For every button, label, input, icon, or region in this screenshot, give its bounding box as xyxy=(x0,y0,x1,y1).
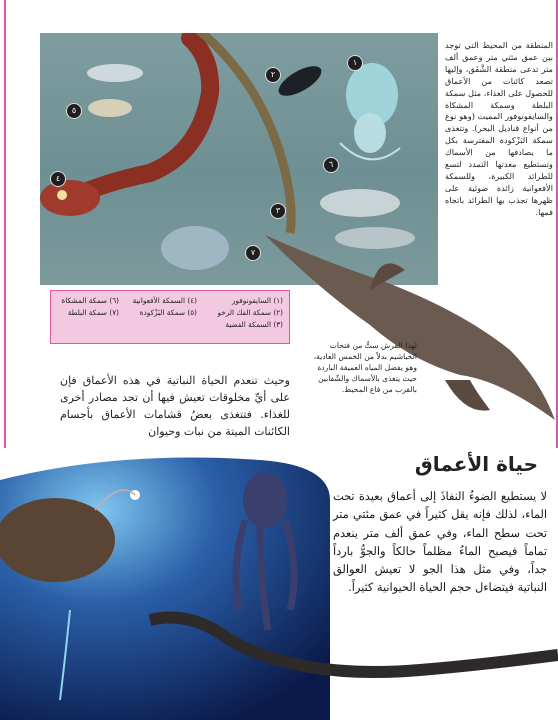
silver-fish-drawing xyxy=(320,189,400,217)
species-legend xyxy=(50,290,290,344)
marker-4: ٤ xyxy=(50,171,66,187)
hatchetfish-drawing xyxy=(161,226,229,270)
small-fish-drawing xyxy=(87,64,143,82)
anglerfish-drawing xyxy=(0,498,115,582)
shark-caption: لهذا القرش ستٌّ من فتحات الخياشيم بدلاً من الخمس العادية، وهو يفضل المياه العميقة الباردة حيث يتغذى بالأسماك والشّفابين بالقرب من قاع المحيط. xyxy=(313,341,417,394)
legend-item: (٥) سمكة البَزْكودة xyxy=(139,308,197,317)
legend-item: (٧) سمكة البلطة xyxy=(67,308,119,317)
page-title: حياة الأعماق xyxy=(414,452,538,476)
lanternfish-drawing xyxy=(88,99,132,117)
siphonophore-drawing xyxy=(340,63,400,159)
marker-5: ٥ xyxy=(66,103,82,119)
marker-2: ٢ xyxy=(265,67,281,83)
twilight-zone-text: المنطقة من المحيط التي توجد بين عمق مئتي متر وعمق ألف متر تدعى منطقة الشَّفَق، وإليها تصعد كائنات من الأعماق للحصول على الغذاء، مثل سمكة البلطة وسمكة المشكاة والسايفونوفور المميت (وهو نوع من أنواع قناديل البحر). وتتغذى سمكة البَزْكودة المفترسة بكل ما يصادفها من الأسماك وتستطيع معدتها التمدد لتسع للطرائد الكبيرة، وللسمكة الأفعوانية زائدة ضوئية على ظهرها تجذب بها الطرائد باتجاه فمها. xyxy=(445,40,553,217)
legend-column-2 xyxy=(121,295,197,319)
legend-item: (٢) سمكة الفك الرخو xyxy=(217,308,283,317)
legend-item: (٦) سمكة المشكاة xyxy=(61,296,119,305)
dark-fish-drawing xyxy=(274,60,326,101)
marker-6: ٦ xyxy=(323,157,339,173)
marker-7: ٧ xyxy=(245,245,261,261)
marker-3: ٣ xyxy=(270,203,286,219)
legend-column-3 xyxy=(53,295,119,319)
legend-item: (١) السايفونوفور xyxy=(231,296,283,305)
legend-item: (٣) السمكة الفضية xyxy=(225,320,283,329)
body-paragraph: وحيث تنعدم الحياة النباتية في هذه الأعماق فإن على أيِّ مخلوقات تعيش فيها أن تجد مصادر أخرى للغذاء. فتتغذى بعضُ قشامات الأعماق بأجسام الكائنات الميتة من نبات وحيوان xyxy=(60,374,290,438)
legend-item: (٤) السمكة الأفعوانية xyxy=(132,296,197,305)
main-paragraph: لا يستطيع الضوءُ النفاذَ إلى أعماق بعيدة تحت الماء، لذلك فإنه يقل كثيراً في عمق مئتي متر تحت سطح الماء، وفي عمق ألف متر ينعدم تماماً فيصبح الماءُ مظلماً حالكاً والجوُّ بارداً جداً، وفي مثل هذا الجو لا تعيش العوالق النباتية فيتضاءل حجم الحياة الحيوانية كثيراً. xyxy=(333,490,547,595)
legend-column-1 xyxy=(199,295,283,331)
marker-1: ١ xyxy=(347,55,363,71)
six-gill-shark-drawing xyxy=(260,230,558,430)
